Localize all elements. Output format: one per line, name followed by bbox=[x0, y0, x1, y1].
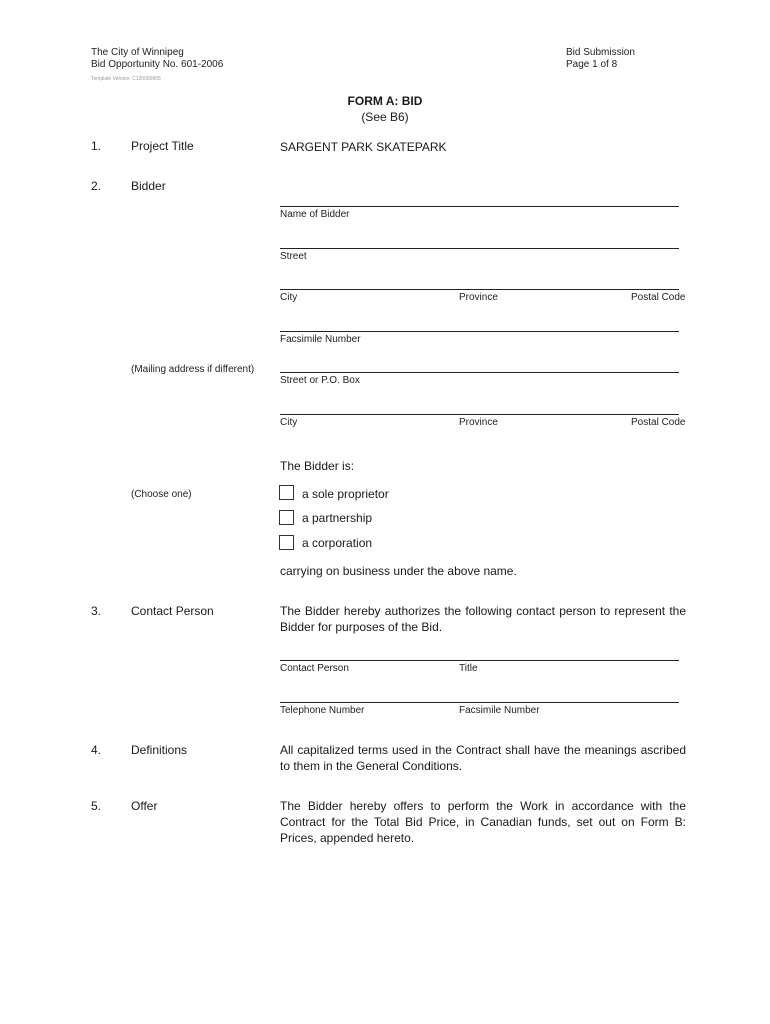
title-caption: Title bbox=[459, 663, 478, 674]
section-2-number: 2. bbox=[91, 179, 102, 193]
sole-proprietor-label: a sole proprietor bbox=[302, 487, 389, 501]
province-caption: Province bbox=[459, 292, 498, 303]
header-bid-submission: Bid Submission bbox=[566, 47, 635, 58]
section-5-label: Offer bbox=[131, 799, 158, 813]
contact-facsimile-caption: Facsimile Number bbox=[459, 705, 540, 716]
telephone-caption: Telephone Number bbox=[280, 705, 365, 716]
section-3-label: Contact Person bbox=[131, 604, 214, 618]
name-of-bidder-caption: Name of Bidder bbox=[280, 209, 350, 220]
mailing-province-caption: Province bbox=[459, 417, 498, 428]
city-caption: City bbox=[280, 292, 298, 303]
carrying-on-business-text: carrying on business under the above name. bbox=[280, 564, 517, 578]
postal-code-caption: Postal Code bbox=[631, 292, 686, 303]
header-bid-opportunity: Bid Opportunity No. 601-2006 bbox=[91, 59, 224, 70]
project-title-value: SARGENT PARK SKATEPARK bbox=[280, 140, 447, 154]
mailing-city-caption: City bbox=[280, 417, 298, 428]
section-1-number: 1. bbox=[91, 139, 102, 153]
corporation-label: a corporation bbox=[302, 536, 373, 550]
mailing-address-note: (Mailing address if different) bbox=[131, 364, 255, 375]
facsimile-caption: Facsimile Number bbox=[280, 334, 361, 345]
section-2-label: Bidder bbox=[131, 179, 166, 193]
partnership-label: a partnership bbox=[302, 511, 373, 525]
section-4-number: 4. bbox=[91, 743, 102, 757]
mailing-postal-code-caption: Postal Code bbox=[631, 417, 686, 428]
form-title: FORM A: BID bbox=[347, 94, 423, 108]
telephone-fax-line[interactable] bbox=[280, 702, 679, 703]
header-page-number: Page 1 of 8 bbox=[566, 59, 618, 70]
section-4-label: Definitions bbox=[131, 743, 188, 757]
mailing-city-line[interactable] bbox=[280, 414, 679, 415]
definitions-paragraph: All capitalized terms used in the Contract shall have the meanings ascribed to them in the General Conditions. bbox=[280, 743, 686, 773]
city-province-postal-line[interactable] bbox=[280, 289, 679, 290]
bidder-is-text: The Bidder is: bbox=[280, 459, 355, 473]
corporation-checkbox[interactable] bbox=[279, 535, 294, 550]
facsimile-line[interactable] bbox=[280, 331, 679, 332]
contact-person-line[interactable] bbox=[280, 660, 679, 661]
street-line[interactable] bbox=[280, 248, 679, 249]
street-po-caption: Street or P.O. Box bbox=[280, 375, 360, 386]
offer-paragraph: The Bidder hereby offers to perform the Work in accordance with the Contract for the Total Bid Price, in Canadian funds, set out on Form B: Prices, appended hereto. bbox=[280, 799, 686, 845]
street-po-line[interactable] bbox=[280, 372, 679, 373]
header-city: The City of Winnipeg bbox=[91, 47, 184, 58]
contact-person-paragraph: The Bidder hereby authorizes the following contact person to represent the Bidder for purposes of the Bid. bbox=[280, 604, 686, 634]
street-caption: Street bbox=[280, 251, 307, 262]
partnership-checkbox[interactable] bbox=[279, 510, 294, 525]
section-3-number: 3. bbox=[91, 604, 102, 618]
contact-person-caption: Contact Person bbox=[280, 663, 349, 674]
name-of-bidder-line[interactable] bbox=[280, 206, 679, 207]
section-5-number: 5. bbox=[91, 799, 102, 813]
choose-one-note: (Choose one) bbox=[131, 489, 192, 500]
section-1-label: Project Title bbox=[131, 139, 194, 153]
sole-proprietor-checkbox[interactable] bbox=[279, 485, 294, 500]
form-subtitle: (See B6) bbox=[361, 110, 409, 124]
template-version: Template Version: C120050905 bbox=[91, 76, 161, 82]
